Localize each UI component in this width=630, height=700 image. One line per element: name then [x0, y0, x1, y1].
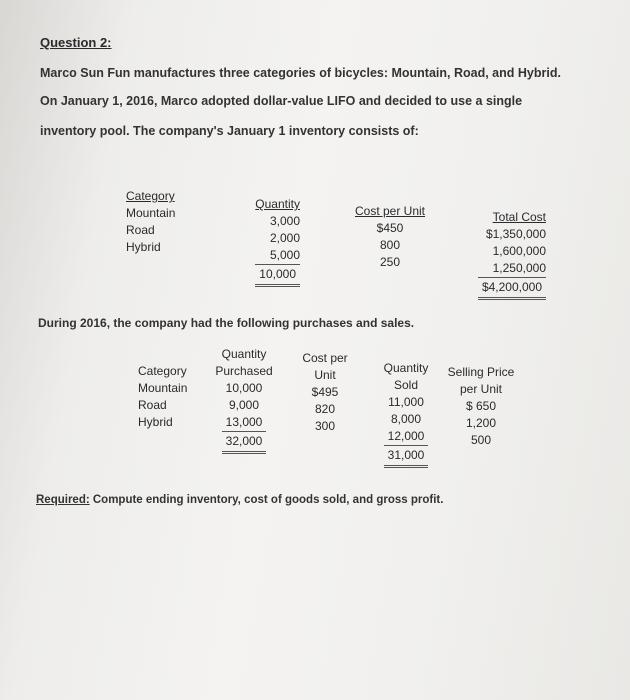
- jan-row-quantity: 3,000: [269, 214, 300, 228]
- pur-cost-column: [292, 350, 358, 435]
- pur-price-column: [440, 364, 522, 449]
- question-title: Question 2:: [40, 35, 112, 50]
- pur-purchased-column: [208, 346, 280, 454]
- pur-row-cost: $495: [311, 385, 339, 399]
- jan-row-cost: 250: [379, 255, 401, 269]
- pur-row-category: Mountain: [138, 381, 188, 395]
- jan-total-quantity: 10,000: [255, 264, 300, 287]
- jan-row-category: Hybrid: [126, 240, 161, 254]
- jan-category-column: [126, 188, 175, 256]
- pur-sold-column: [372, 360, 440, 468]
- jan-row-category: Mountain: [126, 206, 176, 220]
- intro-line-3: inventory pool. The company's January 1 inventory consists of:: [40, 124, 419, 138]
- jan-row-cost: 800: [379, 238, 401, 252]
- pur-row-purchased: 10,000: [225, 381, 263, 395]
- intro-line-2: On January 1, 2016, Marco adopted dollar-value LIFO and decided to use a single: [40, 94, 523, 108]
- pur-header-cost-2: Unit: [314, 368, 336, 382]
- required-label: Required:: [36, 494, 90, 506]
- pur-total-sold: 31,000: [384, 445, 429, 468]
- pur-row-category: Road: [138, 398, 167, 412]
- jan-cost-column: [340, 203, 440, 271]
- pur-row-sold: 12,000: [387, 429, 425, 443]
- pur-header-qty-2: Purchased: [215, 364, 273, 378]
- jan-total-cost: $4,200,000: [478, 277, 546, 300]
- pur-header-cost-1: Cost per: [302, 351, 348, 365]
- pur-header-price-1: Selling Price: [447, 365, 515, 379]
- jan-row-category: Road: [126, 223, 155, 237]
- jan-row-cost: $450: [376, 221, 404, 235]
- pur-row-sold: 11,000: [388, 395, 424, 409]
- pur-header-sold-2: Sold: [393, 378, 419, 392]
- jan-row-total: $1,350,000: [485, 227, 546, 241]
- purchases-intro: During 2016, the company had the following purchases and sales.: [38, 316, 415, 330]
- pur-header-qty-1: Quantity: [221, 347, 267, 361]
- pur-header-sold-1: Quantity: [383, 361, 429, 375]
- pur-category-column: [138, 363, 187, 431]
- pur-row-price: $ 650: [465, 399, 497, 413]
- pur-row-sold: 8,000: [390, 412, 422, 426]
- required-line: [36, 494, 443, 506]
- required-text: Compute ending inventory, cost of goods sold, and gross profit.: [89, 494, 444, 506]
- jan-header-category: Category: [126, 189, 175, 203]
- jan-total-column: [456, 209, 546, 300]
- jan-quantity-column: [238, 196, 300, 287]
- jan-header-quantity: Quantity: [255, 197, 300, 211]
- jan-row-total: 1,600,000: [492, 244, 546, 258]
- jan-header-cost: Cost per Unit: [354, 204, 426, 218]
- pur-row-purchased: 9,000: [228, 398, 260, 412]
- pur-row-cost: 820: [314, 402, 336, 416]
- jan-header-total: Total Cost: [492, 210, 546, 224]
- pur-row-category: Hybrid: [138, 415, 173, 429]
- pur-row-purchased: 13,000: [225, 415, 263, 429]
- intro-line-1: Marco Sun Fun manufactures three categories of bicycles: Mountain, Road, and Hybrid.: [40, 66, 561, 80]
- jan-row-quantity: 5,000: [269, 248, 300, 262]
- jan-row-total: 1,250,000: [492, 261, 546, 275]
- pur-total-purchased: 32,000: [222, 431, 267, 454]
- jan-row-quantity: 2,000: [269, 231, 300, 245]
- pur-header-category: Category: [138, 364, 187, 378]
- pur-row-price: 1,200: [465, 416, 497, 430]
- pur-row-cost: 300: [314, 419, 336, 433]
- pur-row-price: 500: [470, 433, 492, 447]
- pur-header-price-2: per Unit: [459, 382, 503, 396]
